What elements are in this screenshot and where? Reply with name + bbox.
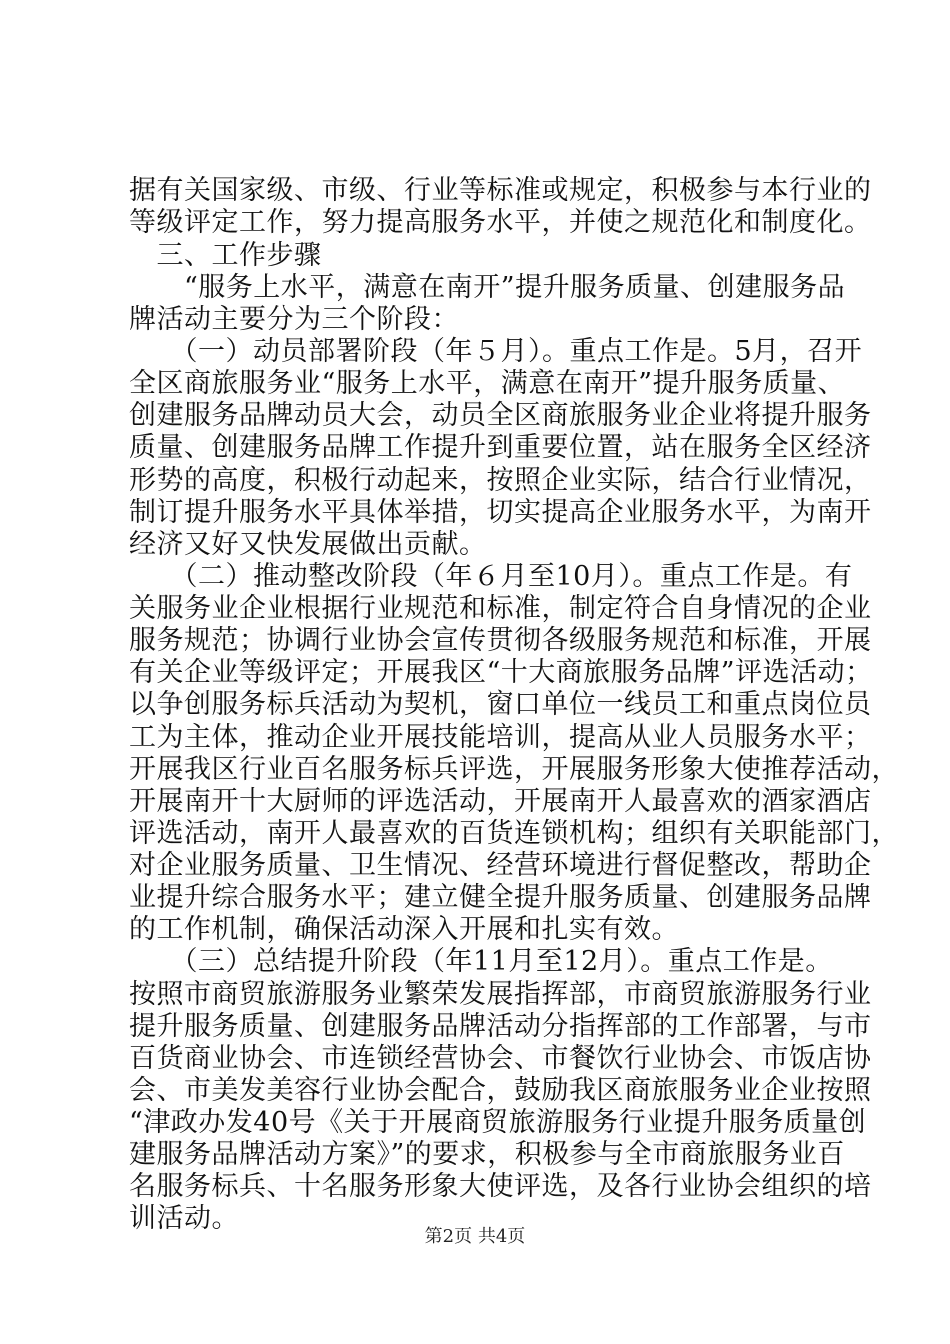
section-heading: 三、工作步骤 <box>129 240 322 271</box>
body-text-line: 形势的高度，积极行动起来，按照企业实际，结合行业情况， <box>129 465 872 496</box>
body-text-line: 训活动。 <box>129 1203 239 1234</box>
body-text-line: 制订提升服务水平具体举措，切实提高企业服务水平，为南开 <box>129 497 872 528</box>
body-text-line: 牌活动主要分为三个阶段： <box>129 304 459 335</box>
body-text-line: 开展南开十大厨师的评选活动，开展南开人最喜欢的酒家酒店 <box>129 786 872 817</box>
body-text-line: 建服务品牌活动方案》”的要求，积极参与全市商旅服务业百 <box>129 1139 845 1170</box>
body-text-line: （三）总结提升阶段（年11月至12月）。重点工作是。 <box>129 946 833 977</box>
body-text-line: 的工作机制，确保活动深入开展和扎实有效。 <box>129 914 679 945</box>
body-text-line: 经济又好又快发展做出贡献。 <box>129 529 487 560</box>
body-text-line: 百货商业协会、市连锁经营协会、市餐饮行业协会、市饭店协 <box>129 1043 872 1074</box>
body-text-line: 名服务标兵、十名服务形象大使评选，及各行业协会组织的培 <box>129 1171 872 1202</box>
body-text-line: 工为主体，推动企业开展技能培训，提高从业人员服务水平； <box>129 722 872 753</box>
page-number-footer: 第2页 共4页 <box>424 1226 526 1247</box>
body-text-line: 有关企业等级评定；开展我区“十大商旅服务品牌”评选活动； <box>129 657 873 688</box>
body-text-line: “服务上水平，满意在南开”提升服务质量、创建服务品 <box>129 272 846 303</box>
body-text-line: 对企业服务质量、卫生情况、经营环境进行督促整改，帮助企 <box>129 850 872 881</box>
body-text-line: 质量、创建服务品牌工作提升到重要位置，站在服务全区经济 <box>129 432 872 463</box>
body-text-line: （二）推动整改阶段（年６月至10月）。重点工作是。有 <box>129 561 853 592</box>
body-text-line: 全区商旅服务业“服务上水平，满意在南开”提升服务质量、 <box>129 368 846 399</box>
body-text-line: （一）动员部署阶段（年５月）。重点工作是。5月，召开 <box>129 336 863 367</box>
body-text-line: 开展我区行业百名服务标兵评选，开展服务形象大使推荐活动， <box>129 754 899 785</box>
body-text-line: 创建服务品牌动员大会，动员全区商旅服务业企业将提升服务 <box>129 400 872 431</box>
body-text-line: 关服务业企业根据行业规范和标准，制定符合自身情况的企业 <box>129 593 872 624</box>
body-text-line: 提升服务质量、创建服务品牌活动分指挥部的工作部署，与市 <box>129 1011 872 1042</box>
body-text-line: 以争创服务标兵活动为契机，窗口单位一线员工和重点岗位员 <box>129 689 872 720</box>
body-text-line: “津政办发40号《关于开展商贸旅游服务行业提升服务质量创 <box>129 1107 867 1138</box>
body-text-line: 按照市商贸旅游服务业繁荣发展指挥部，市商贸旅游服务行业 <box>129 979 872 1010</box>
body-text-line: 会、市美发美容行业协会配合，鼓励我区商旅服务业企业按照 <box>129 1075 872 1106</box>
body-text-line: 等级评定工作，努力提高服务水平，并使之规范化和制度化。 <box>129 207 872 238</box>
body-text-line: 业提升综合服务水平；建立健全提升服务质量、创建服务品牌 <box>129 882 872 913</box>
body-text-line: 评选活动，南开人最喜欢的百货连锁机构；组织有关职能部门， <box>129 818 899 849</box>
body-text-line: 据有关国家级、市级、行业等标准或规定，积极参与本行业的 <box>129 175 872 206</box>
body-text-line: 服务规范；协调行业协会宣传贯彻各级服务规范和标准，开展 <box>129 625 872 656</box>
